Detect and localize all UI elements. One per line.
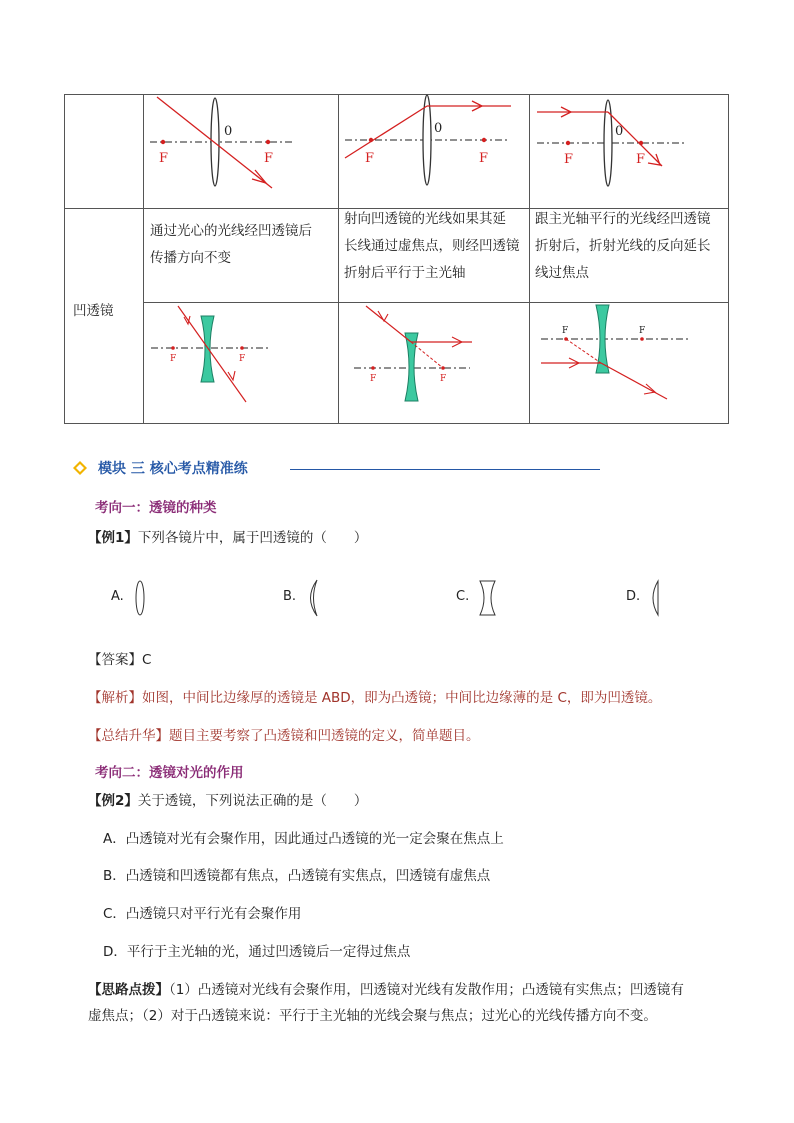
- concave-desc-3: 跟主光轴平行的光线经凹透镜 折射后，折射光线的反向延长 线过焦点: [535, 211, 711, 281]
- option-c-lens: [476, 578, 500, 618]
- option-a-label: A.: [111, 589, 124, 604]
- section2-title: 考向二：透镜对光的作用: [95, 765, 244, 781]
- svg-text:F: F: [170, 354, 177, 364]
- svg-text:F: F: [564, 152, 574, 167]
- svg-text:0: 0: [224, 124, 233, 139]
- section1-title: 考向一：透镜的种类: [95, 500, 217, 516]
- svg-text:F: F: [440, 374, 447, 384]
- svg-text:F: F: [365, 151, 375, 166]
- example2-option-a: A．凸透镜对光有会聚作用，因此通过凸透镜的光一定会聚在焦点上: [103, 831, 504, 847]
- header-rule: [290, 469, 600, 470]
- svg-text:F: F: [562, 326, 569, 336]
- row-label-concave: 凹透镜: [73, 303, 114, 319]
- svg-text:0: 0: [615, 124, 624, 139]
- example1-summary: 【总结升华】题目主要考察了凸透镜和凹透镜的定义，简单题目。: [88, 728, 480, 744]
- hint-tag: 【思路点拨】: [88, 982, 169, 998]
- option-d-lens: [646, 578, 666, 618]
- convex-diagram-center-ray: [150, 97, 295, 188]
- concave-desc-2: 射向凹透镜的光线如果其延 长线通过虚焦点，则经凹透镜 折射后平行于主光轴: [344, 211, 520, 281]
- svg-text:0: 0: [434, 121, 443, 136]
- option-b-lens: [302, 578, 322, 618]
- svg-text:F: F: [264, 151, 274, 166]
- diamond-icon: [72, 460, 88, 476]
- svg-text:F: F: [159, 151, 169, 166]
- module-header: 模块 三 核心考点精准练: [98, 461, 248, 477]
- example2-hint-line2: 虚焦点；（2）对于凸透镜来说：平行于主光轴的光线会聚与焦点；过光心的光线传播方向不变。: [88, 1008, 657, 1024]
- convex-diagram-focus-ray: [345, 95, 511, 185]
- example2-option-d: D．平行于主光轴的光，通过凹透镜后一定得过焦点: [103, 944, 411, 960]
- option-c-label: C.: [456, 589, 470, 604]
- example2-hint-line1: 【思路点拨】（1）凸透镜对光线有会聚作用，凹透镜对光线有发散作用；凸透镜有实焦点；凹透镜有: [88, 982, 684, 998]
- example2-question: 【例2】关于透镜，下列说法正确的是（ ）: [88, 793, 368, 809]
- example1-tag: 【例1】: [88, 530, 138, 546]
- concave-desc-1: 通过光心的光线经凹透镜后 传播方向不变: [150, 223, 312, 266]
- example1-analysis: 【解析】如图，中间比边缘厚的透镜是 ABD，即为凸透镜；中间比边缘薄的是 C，即为凹透镜。: [88, 690, 662, 706]
- svg-text:F: F: [639, 326, 646, 336]
- example1-question: 【例1】下列各镜片中，属于凹透镜的（ ）: [88, 530, 368, 546]
- example2-tag: 【例2】: [88, 793, 138, 809]
- option-b-label: B.: [283, 589, 297, 604]
- svg-text:F: F: [239, 354, 246, 364]
- concave-diagram-center-ray: [151, 306, 270, 402]
- svg-text:F: F: [636, 152, 646, 167]
- example2-option-b: B．凸透镜和凹透镜都有焦点，凸透镜有实焦点，凹透镜有虚焦点: [103, 868, 491, 884]
- svg-text:F: F: [479, 151, 489, 166]
- concave-diagram-parallel-ray: [541, 305, 690, 399]
- option-d-label: D.: [626, 589, 641, 604]
- example1-answer: 【答案】C: [88, 652, 152, 668]
- option-a-lens: [130, 578, 150, 618]
- svg-text:F: F: [370, 374, 377, 384]
- concave-diagram-focus-ray: [354, 306, 472, 401]
- example2-option-c: C．凸透镜只对平行光有会聚作用: [103, 906, 302, 922]
- convex-diagram-parallel-ray: [537, 100, 685, 186]
